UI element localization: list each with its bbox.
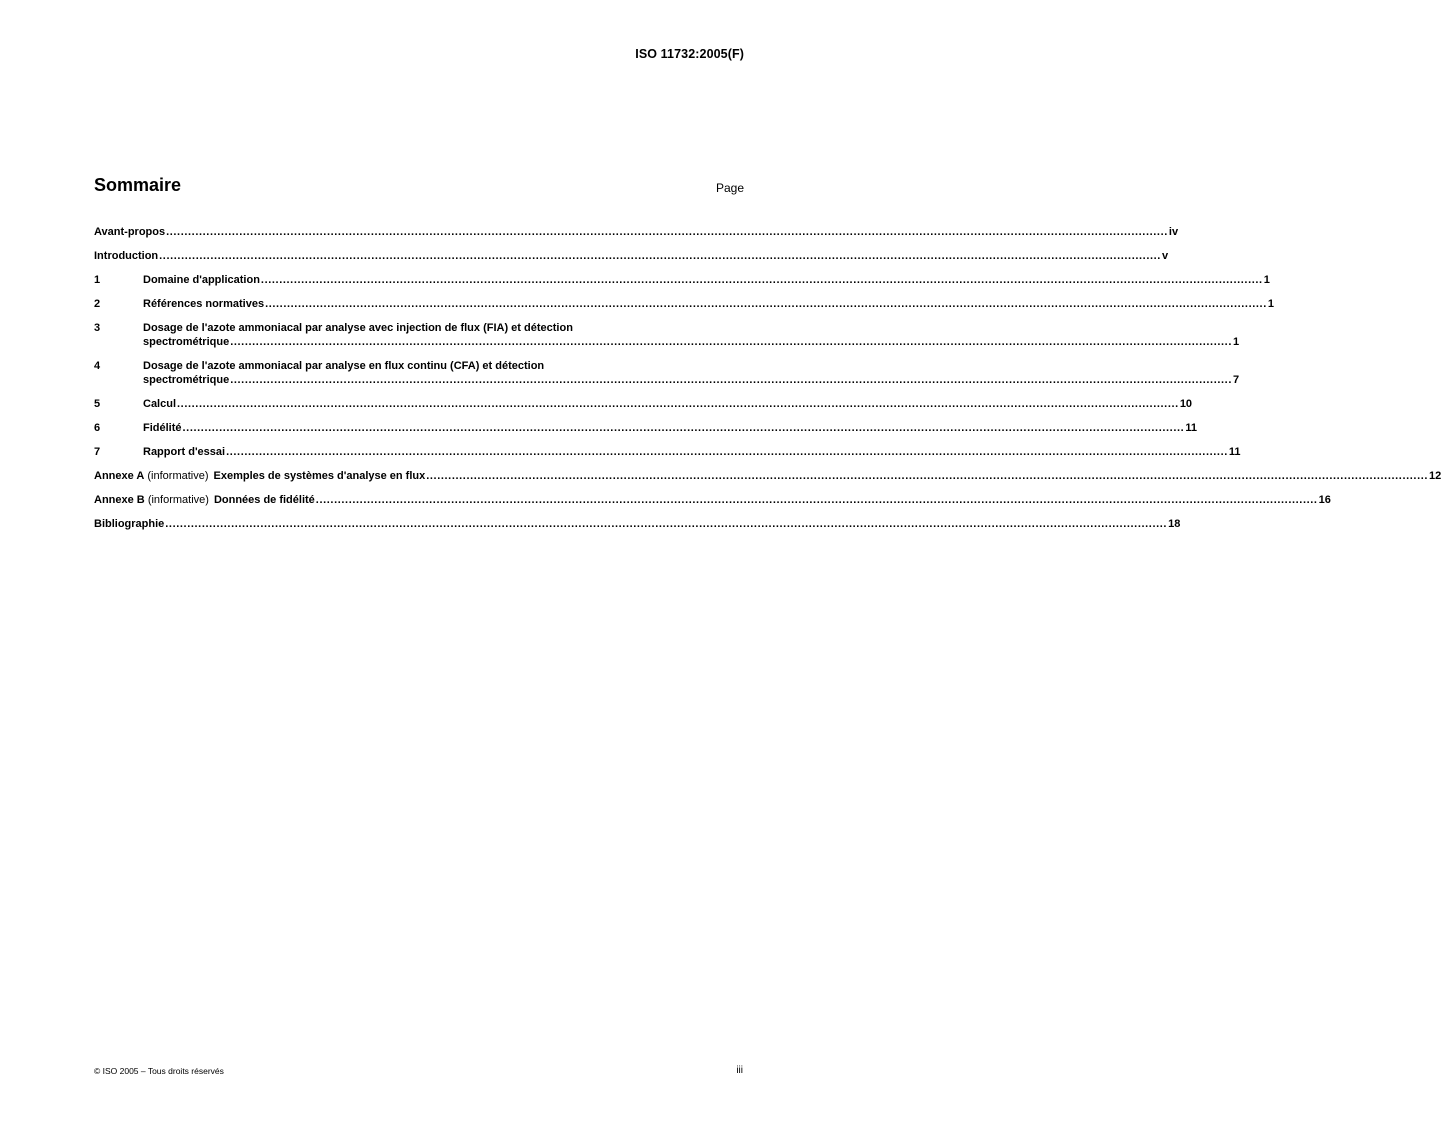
toc-entry-annex-a[interactable]: [94, 469, 1441, 483]
toc-entry-text: Introduction: [94, 250, 159, 262]
toc-entry-text: Références normatives: [143, 298, 265, 310]
toc-entry-page: 12: [1429, 470, 1441, 482]
toc-entry-text: Domaine d'application: [143, 274, 260, 286]
toc-entry-section-1[interactable]: [94, 273, 1270, 287]
dot-leader: [230, 373, 1232, 387]
toc-entry-page: iv: [1168, 226, 1179, 238]
toc-header: [94, 175, 744, 199]
dot-leader: [166, 225, 1168, 239]
toc-entry-text-line1: Dosage de l'azote ammoniacal par analyse avec injection de flux (FIA) et détection: [143, 322, 573, 334]
annex-type: (informative): [147, 494, 209, 506]
toc-entry-page: 1: [1233, 336, 1240, 348]
toc-entry-number: 1: [94, 274, 101, 286]
toc-title: Sommaire: [94, 175, 182, 195]
toc-entry-annex-b[interactable]: [94, 493, 1331, 507]
toc-entry-number: 6: [94, 422, 101, 434]
toc-entry-section-4[interactable]: [94, 359, 1240, 387]
toc-entry-number: 7: [94, 446, 101, 458]
toc-entry-number: 3: [94, 322, 101, 334]
dot-leader: [316, 493, 1318, 507]
dot-leader: [183, 421, 1185, 435]
toc-entry-number: 2: [94, 298, 101, 310]
toc-entry-text: Avant-propos: [94, 226, 166, 238]
footer-page-number: iii: [736, 1065, 743, 1076]
toc-entry-page: 10: [1179, 398, 1193, 410]
toc-entry-page: 7: [1233, 374, 1240, 386]
toc-entry-page: 18: [1168, 518, 1181, 530]
annex-title: Exemples de systèmes d'analyse en flux: [213, 470, 426, 482]
toc-entry-text: Rapport d'essai: [143, 446, 226, 458]
dot-leader: [261, 273, 1263, 287]
toc-entry-section-2[interactable]: [94, 297, 1274, 311]
annex-label: Annexe B: [94, 494, 145, 506]
toc-entry-introduction[interactable]: [94, 249, 1169, 263]
toc-entry-number: 5: [94, 398, 101, 410]
toc-entry-number: 4: [94, 360, 101, 372]
toc-entry-text: Fidélité: [143, 422, 182, 434]
toc-entry-text-line2: spectrométrique: [143, 336, 230, 348]
toc-entry-page: 11: [1185, 422, 1197, 434]
document-id: ISO 11732:2005(F): [635, 47, 744, 61]
toc-entry-page: 11: [1228, 446, 1241, 458]
toc-entry-section-7[interactable]: [94, 445, 1241, 459]
toc-entry-page: 1: [1267, 298, 1274, 310]
dot-leader: [165, 517, 1167, 531]
footer-copyright: © ISO 2005 – Tous droits réservés: [94, 1066, 224, 1076]
toc-entry-page: v: [1161, 250, 1169, 262]
dot-leader: [230, 335, 1232, 349]
table-of-contents: [94, 225, 1441, 541]
annex-title: Données de fidélité: [213, 494, 315, 506]
toc-entry-page: 16: [1318, 494, 1331, 506]
toc-entry-text-line1: Dosage de l'azote ammoniacal par analyse en flux continu (CFA) et détection: [143, 360, 545, 372]
toc-entry-bibliography[interactable]: [94, 517, 1181, 531]
toc-entry-section-5[interactable]: [94, 397, 1193, 411]
toc-entry-section-3[interactable]: [94, 321, 1240, 349]
dot-leader: [159, 249, 1161, 263]
annex-label: Annexe A: [94, 470, 145, 482]
toc-page-label: Page: [715, 181, 744, 195]
toc-entry-text: Calcul: [143, 398, 177, 410]
toc-entry-avant-propos[interactable]: [94, 225, 1179, 239]
toc-entry-page: 1: [1263, 274, 1270, 286]
annex-type: (informative): [147, 470, 209, 482]
dot-leader: [265, 297, 1267, 311]
toc-entry-text: Bibliographie: [94, 518, 165, 530]
toc-entry-section-6[interactable]: [94, 421, 1197, 435]
dot-leader: [226, 445, 1228, 459]
toc-entry-text-line2: spectrométrique: [143, 374, 230, 386]
dot-leader: [426, 469, 1428, 483]
dot-leader: [177, 397, 1179, 411]
